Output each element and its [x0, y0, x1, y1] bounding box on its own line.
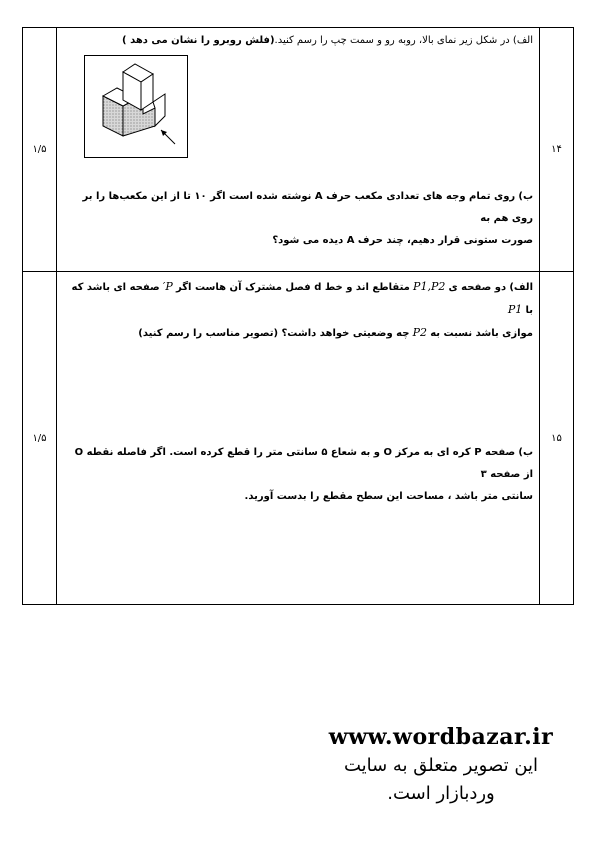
isometric-figure: [84, 55, 188, 158]
part-label: الف): [509, 282, 533, 293]
part-a: [63, 30, 533, 52]
question-number: ۱۴: [540, 28, 574, 272]
part-a: [63, 276, 533, 345]
part-label: الف): [512, 35, 533, 46]
part-text: دو صفحه ی: [448, 282, 507, 293]
question-row: [23, 28, 574, 272]
watermark-note-line1: این تصویر متعلق به سایت: [343, 755, 539, 776]
question-score: ۱/۵: [23, 28, 57, 272]
part-label: ب): [518, 191, 533, 202]
part-text: چه وضعیتی خواهد داشت؟ (تصویر مناسب را رسم کنید): [138, 328, 410, 339]
part-text: صورت ستونی قرار دهیم، چند حرف A دیده می شود؟: [272, 235, 533, 246]
part-label: ب): [518, 447, 533, 458]
math-symbol: P′: [162, 280, 173, 293]
watermark-url[interactable]: www.wordbazar.ir: [328, 724, 554, 750]
isometric-block-drawing: [85, 56, 187, 157]
part-text: سانتی متر باشد ، مساحت این سطح مقطع را بدست آورید.: [244, 491, 533, 502]
watermark: [300, 722, 582, 808]
part-b: [63, 186, 533, 252]
math-symbol: P1: [507, 303, 523, 316]
part-text: موازی باشد نسبت به: [430, 328, 533, 339]
question-row: [23, 272, 574, 605]
question-number: ۱۵: [540, 272, 574, 605]
part-text: روی تمام وجه های تعدادی مکعب حرف A نوشته شده است اگر ۱۰ تا از این مکعب‌ها را بر روی هم به: [82, 191, 533, 224]
question-body: [57, 28, 540, 272]
watermark-note-line2: وردبازار است.: [387, 783, 495, 804]
part-text: در شکل زیر نمای بالا، روبه رو و سمت چپ را رسم کنید.: [274, 35, 510, 46]
question-body: [57, 272, 540, 605]
part-b: [63, 442, 533, 508]
part-text: متقاطع اند و خط d فصل مشترک آن هاست اگر: [176, 282, 410, 293]
part-bold-text: (فلش روبرو را نشان می دهد ): [122, 35, 275, 46]
math-symbol: P2: [412, 326, 428, 339]
question-score: ۱/۵: [23, 272, 57, 605]
part-text: صفحه P کره ای به مرکز O و به شعاع ۵ سانتی متر را قطع کرده است. اگر فاصله نقطه O از صفحه ۳: [74, 447, 533, 480]
math-symbols: P1,P2: [413, 280, 446, 293]
exam-table: [22, 27, 574, 605]
part-text: صفحه ای باشد که با: [71, 282, 533, 316]
